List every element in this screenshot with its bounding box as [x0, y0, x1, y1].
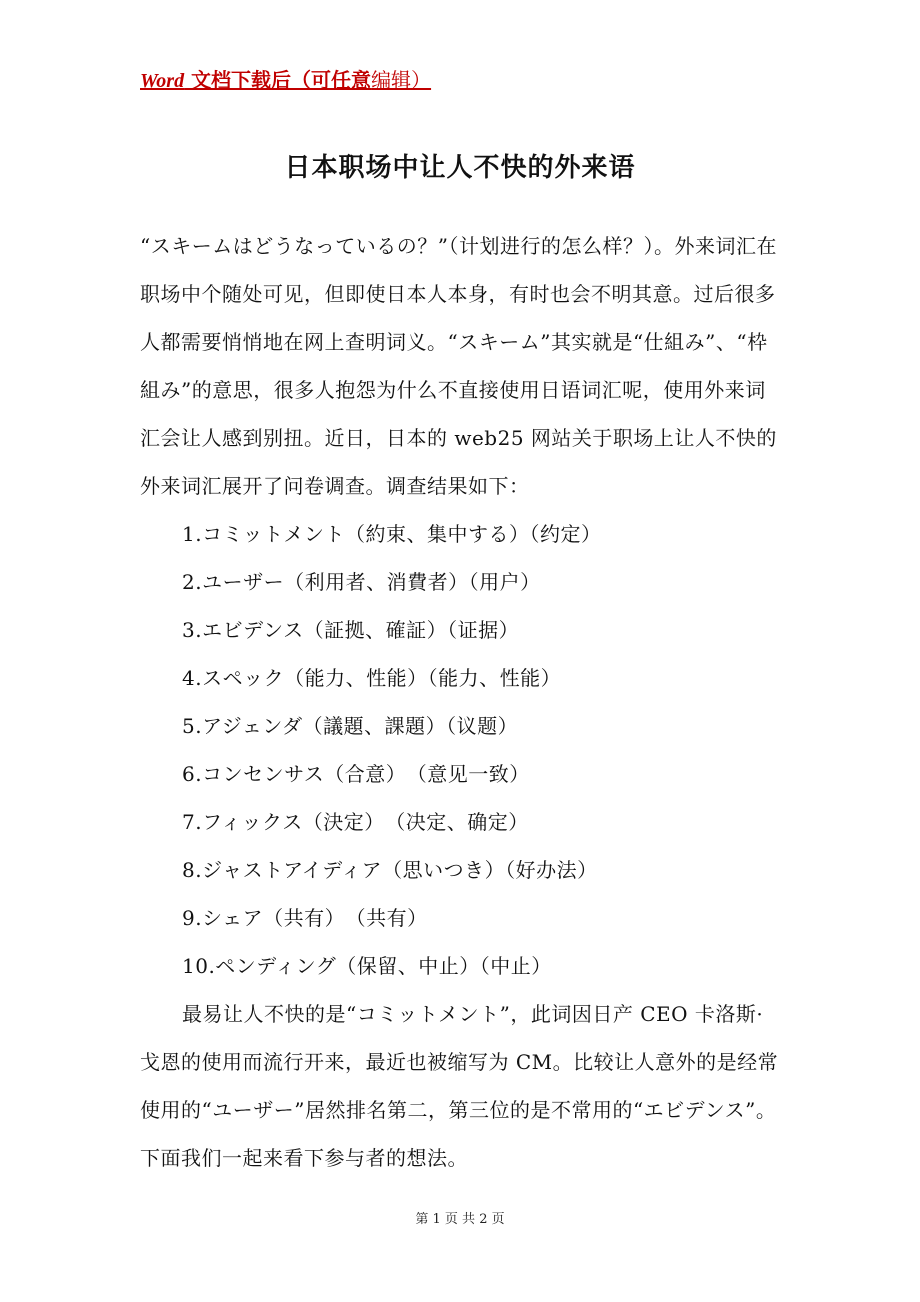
list-item: 1.コミットメント（約束、集中する）（约定）: [182, 522, 602, 546]
list-item: 3.エビデンス（証拠、確証）（证据）: [182, 618, 520, 642]
list-item: 2.ユーザー（利用者、消費者）（用户）: [182, 570, 541, 594]
list-item: 8.ジャストアイディア（思いつき）（好办法）: [182, 858, 598, 882]
list-item: 9.シェア（共有） （共有）: [182, 906, 428, 930]
header-link-text-end: 编辑）: [371, 68, 432, 92]
header-link-text: 文档下载后（可任意: [184, 68, 372, 92]
survey-results-list: [140, 510, 780, 990]
header-link-word: Word: [140, 70, 185, 92]
list-item: 6.コンセンサス（合意） （意见一致）: [182, 762, 530, 786]
page-footer: 第 1 页 共 2 页: [415, 1212, 505, 1227]
document-body: [140, 222, 780, 1182]
list-item: 7.フィックス（決定） （决定、确定）: [182, 810, 529, 834]
intro-paragraph: “スキームはどうなっているの？”（计划进行的怎么样？）。外来词汇在职场中个随处可见，但即使日本人本身，有时也会不明其意。过后很多人都需要悄悄地在网上查明词义。“スキーム”其实就是“仕組み”、“枠組み”的意思，很多人抱怨为什么不直接使用日语词汇呢，使用外来词汇会让人感到别扭。近日，日本的 web25 网站关于职场上让人不快的外来词汇展开了问卷调查。调查结果如下：: [140, 234, 777, 498]
document-title: 日本职场中让人不快的外来语: [284, 153, 636, 183]
conclusion-paragraph: 最易让人不快的是“コミットメント”，此词因日产 CEO 卡洛斯·戈恩的使用而流行开来，最近也被缩写为 CM。比较让人意外的是经常使用的“ユーザー”居然排名第二，第三位的是不常用的“エビデンス”。下面我们一起来看下参与者的想法。: [140, 1002, 779, 1170]
word-download-link[interactable]: [140, 66, 431, 95]
list-item: 5.アジェンダ（議題、課題）（议题）: [182, 714, 519, 738]
list-item: 4.スペック（能力、性能）（能力、性能）: [182, 666, 562, 690]
list-item: 10.ペンディング（保留、中止）（中止）: [182, 954, 552, 978]
